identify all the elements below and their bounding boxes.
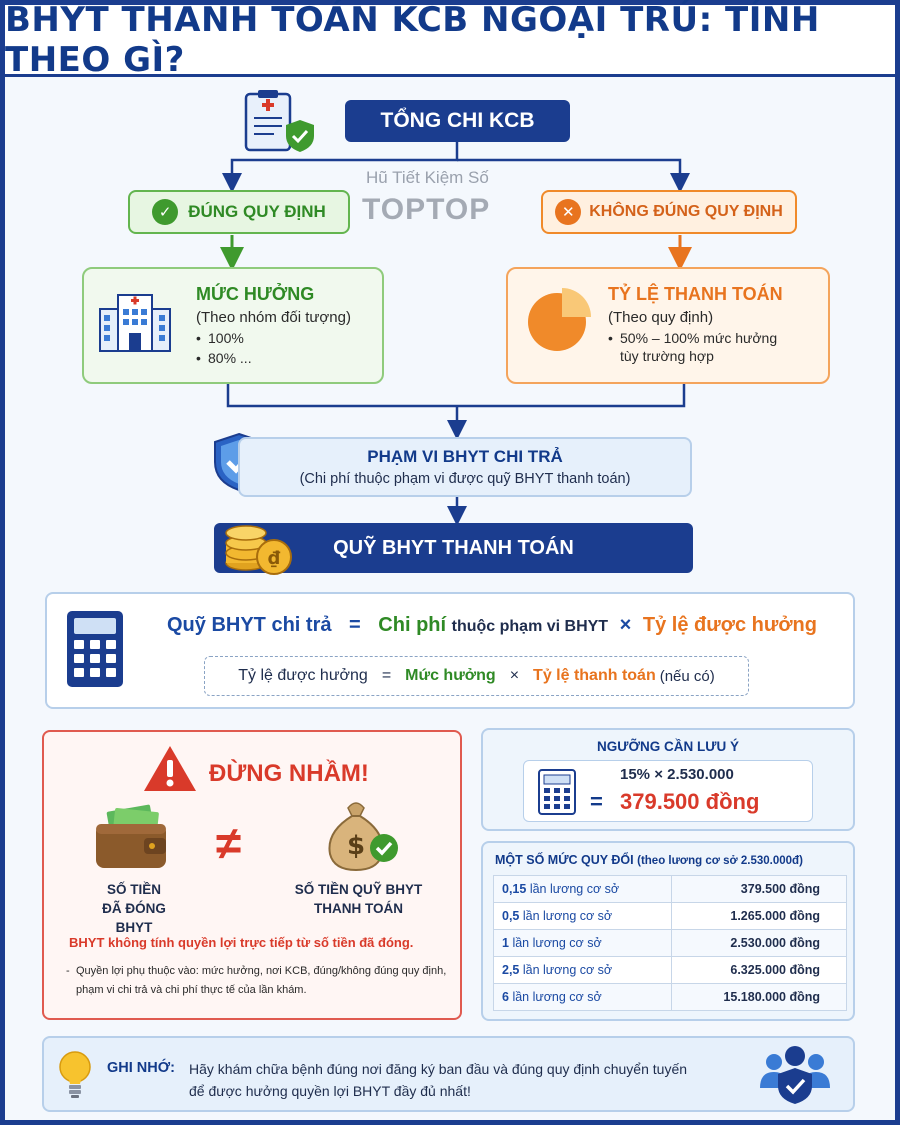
warning-note: - Quyền lợi phụ thuộc vào: mức hưởng, nơi KCB, đúng/không đúng quy định, phạm vi chi trả và chi phí thực tế của lần khám. (66, 962, 451, 1000)
payment-rate-text (608, 284, 783, 364)
benefit-title: MỨC HƯỞNG (196, 284, 315, 304)
threshold-calc-box (523, 760, 813, 822)
paid-amount-label (84, 880, 184, 937)
x-circle-icon: ✕ (555, 199, 581, 225)
table-row (494, 930, 847, 957)
formula-cost-note: thuộc phạm vi BHYT (451, 618, 609, 635)
warning-triangle-icon (142, 744, 198, 794)
table-row (494, 984, 847, 1011)
svg-text:$: $ (346, 831, 366, 861)
paid-amount-line2: ĐÃ ĐÓNG BHYT (102, 901, 166, 935)
table-cell-multiplier: 1 lần lương cơ sở (494, 930, 672, 957)
correct-rule-label: ĐÚNG QUY ĐỊNH (188, 202, 326, 221)
benefit-card (82, 267, 384, 384)
threshold-box (481, 728, 855, 831)
people-shield-icon (756, 1044, 834, 1106)
payment-rate-subtitle: (Theo quy định) (608, 309, 714, 326)
table-cell-amount: 15.180.000 đồng (672, 984, 847, 1011)
calculator-icon (65, 609, 125, 689)
not-equal-sign: ≠ (216, 817, 242, 869)
formula-rate: Tỷ lệ được hưởng (642, 614, 817, 636)
watermark-logo: TOPTOP (362, 193, 491, 226)
incorrect-rule-label: KHÔNG ĐÚNG QUY ĐỊNH (589, 203, 783, 220)
clipboard-shield-icon (242, 90, 320, 156)
wallet-icon (94, 804, 170, 870)
subformula-benefit: Mức hưởng (405, 667, 496, 684)
pie-chart-icon (526, 287, 592, 353)
fund-amount-label (286, 880, 431, 918)
scope-title: PHẠM VI BHYT CHI TRẢ (367, 447, 563, 466)
warning-statement: BHYT không tính quyền lợi trực tiếp từ số tiền đã đóng. (69, 935, 414, 950)
benefit-subtitle: (Theo nhóm đối tượng) (196, 309, 351, 326)
coins-icon (222, 517, 294, 577)
payment-rate-title: TỶ LỆ THANH TOÁN (608, 284, 783, 304)
formula-times: × (619, 614, 632, 636)
table-row (494, 903, 847, 930)
threshold-calc: 15% × 2.530.000 (620, 766, 734, 783)
sub-formula (204, 656, 749, 696)
table-cell-amount: 6.325.000 đồng (672, 957, 847, 984)
calculator-icon (538, 769, 576, 815)
correct-rule-node (128, 190, 350, 234)
table-cell-amount: 1.265.000 đồng (672, 903, 847, 930)
reminder-box (42, 1036, 855, 1112)
scope-subtitle: (Chi phí thuộc phạm vi được quỹ BHYT thanh toán) (299, 471, 631, 487)
reminder-label: GHI NHỚ: (107, 1060, 175, 1076)
watermark-text: Hũ Tiết Kiệm Số (366, 168, 489, 187)
paid-amount-line1: SỐ TIỀN (106, 882, 161, 897)
page-title: BHYT THANH TOÁN KCB NGOẠI TRÚ: TÍNH THEO GÌ? (5, 0, 820, 80)
table-row (494, 957, 847, 984)
conversion-table (493, 875, 847, 1011)
table-cell-multiplier: 0,15 lần lương cơ sở (494, 876, 672, 903)
fund-amount-line1: SỐ TIỀN QUỸ BHYT (294, 882, 423, 897)
fund-payment-label: QUỸ BHYT THANH TOÁN (333, 536, 574, 559)
benefit-text (196, 284, 351, 366)
conversion-title-note: (theo lương cơ sở 2.530.000đ) (637, 855, 803, 867)
payment-rate-item: • 50% – 100% mức hưởng (608, 330, 783, 346)
svg-text:₫: ₫ (267, 548, 281, 569)
total-cost-node: TỔNG CHI KCB (345, 100, 570, 142)
table-row (494, 876, 847, 903)
formula-cost: Chi phí (378, 614, 447, 636)
threshold-equals: = (590, 789, 603, 814)
incorrect-rule-node (541, 190, 797, 234)
subformula-equals: = (381, 667, 392, 684)
subformula-note: (nếu có) (659, 667, 715, 685)
warning-title: ĐỪNG NHẦM! (209, 760, 369, 787)
subformula-times: × (509, 667, 520, 684)
scope-node (238, 437, 692, 497)
reminder-line1: Hãy khám chữa bệnh đúng nơi đăng ký ban đầu và đúng quy định chuyển tuyến (189, 1061, 688, 1077)
reminder-line2: để được hưởng quyền lợi BHYT đầy đủ nhất! (189, 1083, 471, 1099)
conversion-title-main: MỘT SỐ MỨC QUY ĐỔI (495, 853, 634, 867)
lightbulb-icon (58, 1050, 92, 1100)
benefit-item: • 80% ... (196, 350, 351, 366)
threshold-result: 379.500 đồng (620, 789, 760, 814)
check-circle-icon: ✓ (152, 199, 178, 225)
benefit-item: • 100% (196, 330, 351, 346)
table-cell-multiplier: 2,5 lần lương cơ sở (494, 957, 672, 984)
reminder-text (189, 1058, 749, 1102)
subformula-payment-rate: Tỷ lệ thanh toán (533, 667, 656, 684)
subformula-rate: Tỷ lệ được hưởng (238, 667, 368, 684)
money-bag-icon (322, 798, 402, 872)
threshold-title: NGƯỠNG CẦN LƯU Ý (597, 739, 739, 754)
payment-rate-card (506, 267, 830, 384)
payment-rate-item-cont: tùy trường hợp (620, 348, 714, 364)
table-cell-amount: 379.500 đồng (672, 876, 847, 903)
formula-box (45, 592, 855, 709)
warning-box (42, 730, 462, 1020)
conversion-box (481, 841, 855, 1021)
table-cell-multiplier: 6 lần lương cơ sở (494, 984, 672, 1011)
formula-equals: = (349, 614, 361, 636)
table-cell-multiplier: 0,5 lần lương cơ sở (494, 903, 672, 930)
table-cell-amount: 2.530.000 đồng (672, 930, 847, 957)
main-formula (167, 614, 817, 637)
formula-fund-pays: Quỹ BHYT chi trả (167, 614, 332, 636)
conversion-title (495, 853, 803, 867)
hospital-icon (96, 291, 174, 353)
fund-amount-line2: THANH TOÁN (314, 901, 403, 916)
